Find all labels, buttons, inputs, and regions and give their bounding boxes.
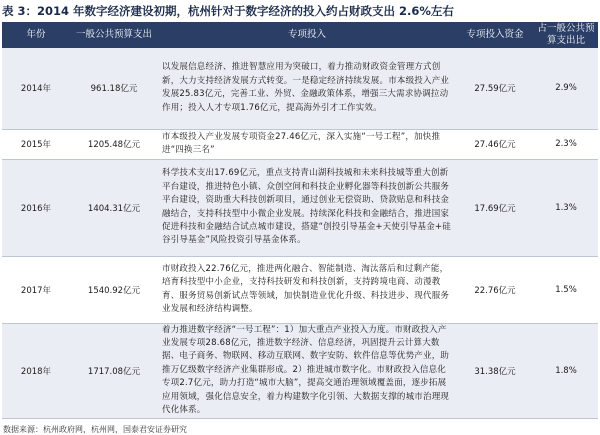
cell-funds: 31.38亿元 [456, 323, 534, 418]
header-year: 年份 [2, 22, 70, 48]
cell-year: 2016年 [2, 159, 70, 256]
cell-year: 2015年 [2, 129, 70, 159]
table-row [2, 159, 598, 256]
cell-share: 1.3% [534, 159, 598, 256]
cell-project: 市本级投入产业发展专项资金27.46亿元，深入实施“一号工程”，加快推进“四换三名” [158, 129, 456, 159]
cell-year: 2014年 [2, 48, 70, 129]
cell-budget: 1717.08亿元 [70, 323, 158, 418]
table-row [2, 256, 598, 323]
cell-year: 2017年 [2, 256, 70, 323]
table-row [2, 129, 598, 159]
table-row [2, 48, 598, 129]
cell-share: 1.5% [534, 256, 598, 323]
table-title: 表 3：2014 年数字经济建设初期，杭州针对于数字经济的投入约占财政支出 2.6%左右 [2, 4, 454, 18]
header-budget: 一般公共预算支出 [70, 22, 158, 48]
cell-share: 2.9% [534, 48, 598, 129]
cell-budget: 1205.48亿元 [70, 129, 158, 159]
cell-share: 1.8% [534, 323, 598, 418]
cell-year: 2018年 [2, 323, 70, 418]
cell-budget: 1404.31亿元 [70, 159, 158, 256]
cell-share: 2.3% [534, 129, 598, 159]
cell-funds: 17.69亿元 [456, 159, 534, 256]
table-row [2, 323, 598, 418]
cell-project: 市财政投入22.76亿元，推进两化融合、智能制造、淘汰落后和过剩产能，培育科技型中小企业，支持科技研发和科技创新，支持跨境电商、动漫教育、服务贸易创新试点等领域，加快制造业优化升级、科技进步、现代服务业发展和经济结构调整。 [158, 256, 456, 323]
header-share: 占一般公共预算支出比 [534, 22, 598, 48]
cell-project: 着力推进数字经济“一号工程”：1）加大重点产业投入力度。市财政投入产业发展专项28.68亿元，推进数字经济、信息经济，巩固提升云计算大数据、电子商务、物联网、移动互联网、数字安防、软件信息等优势产业，助推万亿级数字经济产业集群形成。2）推进城市数字化。市财政投入信息化专项2.7亿元，助力打造“城市大脑”，提高交通治理领域覆盖面，逐步拓展应用领域，强化信息安全，着力构建数字化引领、大数据支撑的城市治理现代化体系。 [158, 323, 456, 418]
header-project: 专项投入 [158, 22, 456, 48]
header-funds: 专项投入资金 [456, 22, 534, 48]
header-row [2, 22, 598, 48]
cell-budget: 1540.92亿元 [70, 256, 158, 323]
cell-funds: 22.76亿元 [456, 256, 534, 323]
cell-budget: 961.18亿元 [70, 48, 158, 129]
cell-project: 科学技术支出17.69亿元，重点支持青山湖科技城和未来科技城等重大创新平台建设，推进特色小镇、众创空间和科技企业孵化器等科技创新公共服务平台建设，资助重大科技创新项目，通过创业无偿资助、贷款贴息和科技金融结合，支持科技型中小微企业发展。持续深化科技和金融结合，推进国家促进科技和金融结合试点城市建设，搭建“创投引导基金+天使引导基金+硅谷引导基金”风险投资引导基金体系。 [158, 159, 456, 256]
data-source: 数据来源：杭州政府网，杭州网，国泰君安证券研究 [3, 424, 187, 434]
cell-funds: 27.59亿元 [456, 48, 534, 129]
investment-table [2, 22, 598, 419]
cell-project: 以发展信息经济、推进智慧应用为突破口，着力推动财政资金管理方式创新，大力支持经济发展方式转变。一是稳定经济持续发展。市本级投入产业发展25.83亿元，完善工业、外贸、金融政策体系，增强三大需求协调拉动作用；投入人才专项1.76亿元，提高海外引才工作实效。 [158, 48, 456, 129]
cell-funds: 27.46亿元 [456, 129, 534, 159]
